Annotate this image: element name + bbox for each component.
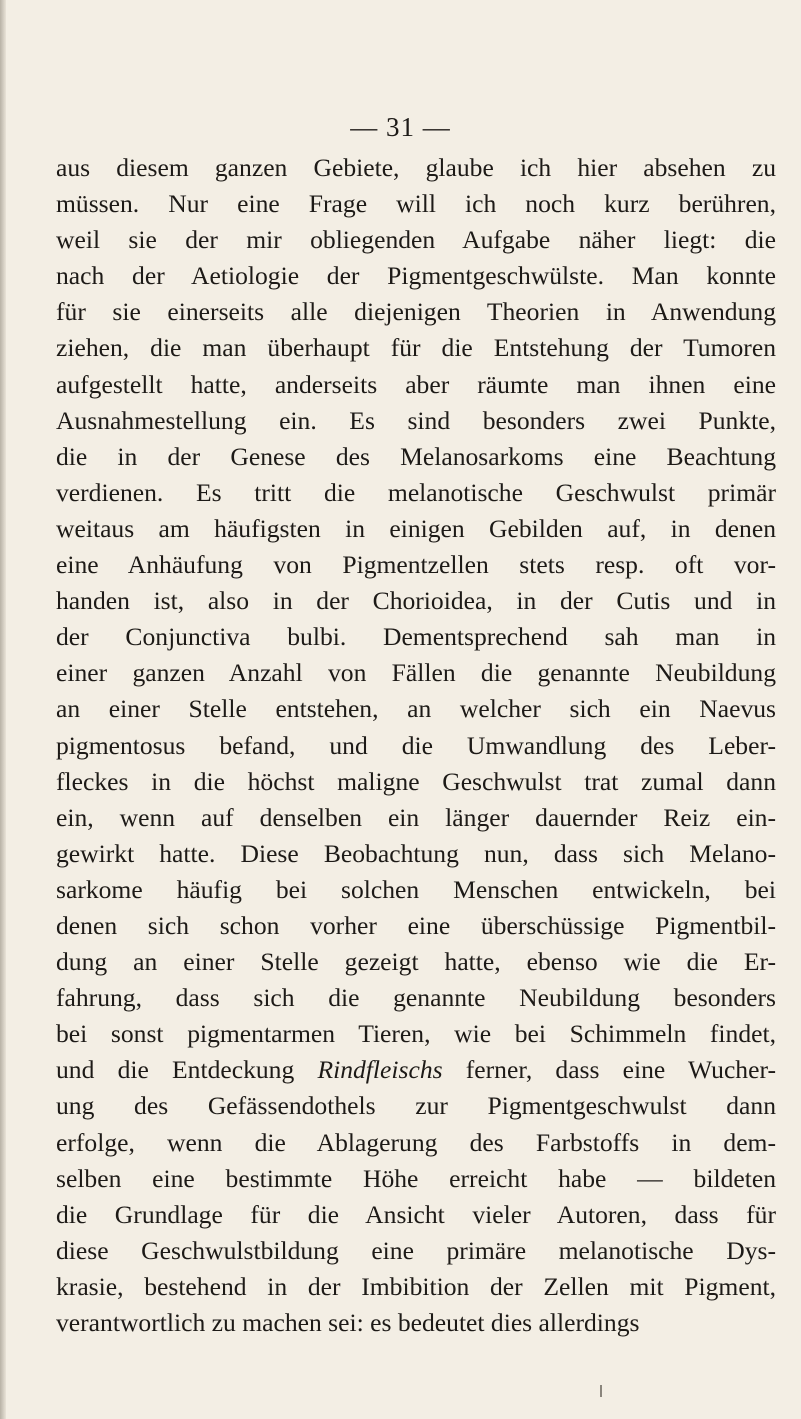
text-line: ziehen, die man überhaupt für die Entstehung der Tumoren (56, 333, 776, 363)
text-line: denen sich schon vorher eine überschüssige Pigmentbil- (56, 910, 776, 940)
text-line: aus diesem ganzen Gebiete, glaube ich hier absehen zu (56, 153, 776, 182)
text-line: erfolge, wenn die Ablagerung des Farbstoffs in dem- (56, 1127, 776, 1157)
text-line: gewirkt hatte. Diese Beobachtung nun, dass sich Melano- (56, 838, 776, 868)
text-line: der Conjunctiva bulbi. Dementsprechend sah man in (56, 622, 776, 652)
page-edge-shadow (0, 0, 6, 1419)
text-line: weil sie der mir obliegenden Aufgabe näher liegt: die (56, 225, 776, 255)
page-number: — 31 — (350, 112, 451, 142)
text-line: aufgestellt hatte, anderseits aber räumte man ihnen eine (56, 369, 776, 399)
text-line: die Grundlage für die Ansicht vieler Autoren, dass für (56, 1199, 776, 1229)
text-line: nach der Aetiologie der Pigmentgeschwülste. Man konnte (56, 261, 776, 291)
text-line: diese Geschwulstbildung eine primäre melanotische Dys- (56, 1235, 776, 1265)
text-segment: ferner, dass eine Wucher- (442, 1055, 776, 1085)
text-line: die in der Genese des Melanosarkoms eine Beachtung (56, 441, 776, 471)
text-line: fahrung, dass sich die genannte Neubildung besonders (56, 983, 776, 1013)
text-line: Ausnahmestellung ein. Es sind besonders zwei Punkte, (56, 405, 776, 435)
text-line: selben eine bestimmte Höhe erreicht habe — bildeten (56, 1163, 776, 1193)
text-line: krasie, bestehend in der Imbibition der Zellen mit Pigment, (56, 1271, 776, 1301)
text-line-with-italic (56, 1052, 776, 1088)
text-line: verantwortlich zu machen sei: es bedeutet dies allerdings (56, 1308, 640, 1337)
text-line: dung an einer Stelle gezeigt hatte, ebenso wie die Er- (56, 947, 776, 977)
paper-speck (600, 1385, 602, 1397)
text-line: fleckes in die höchst maligne Geschwulst trat zumal dann (56, 766, 776, 796)
text-line: eine Anhäufung von Pigmentzellen stets resp. oft vor- (56, 550, 776, 580)
text-line: sarkome häufig bei solchen Menschen entwickeln, bei (56, 874, 776, 904)
text-line: verdienen. Es tritt die melanotische Geschwulst primär (56, 477, 776, 507)
text-line: handen ist, also in der Chorioidea, in der Cutis und in (56, 586, 776, 616)
text-line: ung des Gefässendothels zur Pigmentgeschwulst dann (56, 1091, 776, 1121)
text-line: an einer Stelle entstehen, an welcher sich ein Naevus (56, 694, 776, 724)
italic-author-name: Rindfleischs (317, 1055, 443, 1085)
text-segment: und die Entdeckung (56, 1055, 318, 1085)
text-line: ein, wenn auf denselben ein länger dauernder Reiz ein- (56, 802, 776, 832)
text-line: weitaus am häufigsten in einigen Gebilden auf, in denen (56, 513, 776, 543)
body-text (56, 150, 776, 1341)
text-line: für sie einerseits alle diejenigen Theorien in Anwendung (56, 297, 776, 327)
text-line: pigmentosus befand, und die Umwandlung des Leber- (56, 730, 776, 760)
text-line: bei sonst pigmentarmen Tieren, wie bei Schimmeln findet, (56, 1019, 776, 1049)
text-line: einer ganzen Anzahl von Fällen die genannte Neubildung (56, 658, 776, 688)
text-line: müssen. Nur eine Frage will ich noch kurz berühren, (56, 189, 776, 219)
